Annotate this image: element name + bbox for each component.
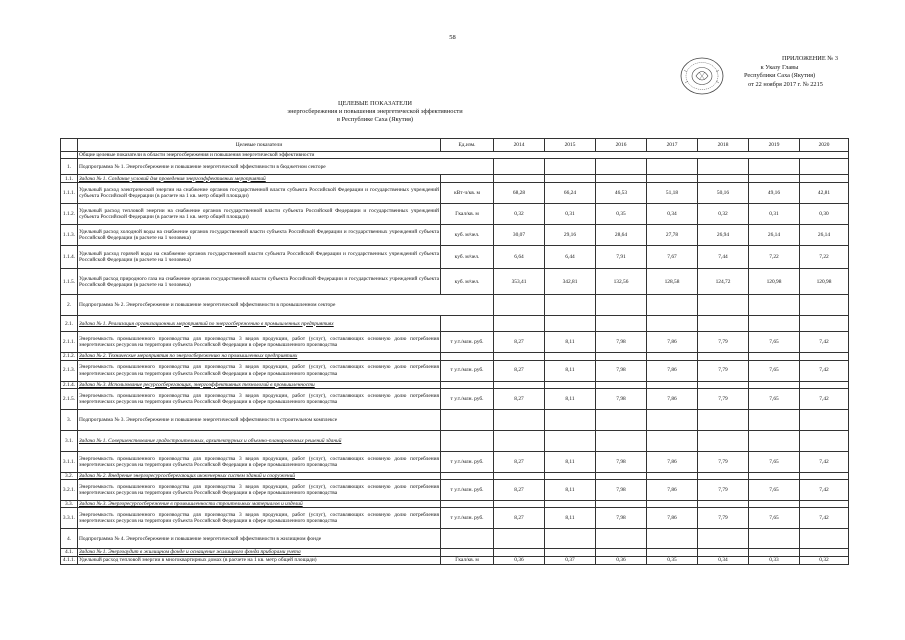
row-unit: кВт·ч/кв. м: [441, 183, 494, 204]
indicator-row: [61, 225, 849, 246]
row-number: 2.1.1.: [61, 332, 78, 353]
row-number: 3.1.1.: [61, 451, 78, 472]
row-text: Задача № 2. Внедрение энергоресурсосберегающих инженерных систем зданий и сооружений: [78, 472, 441, 479]
row-number: 1.1.4.: [61, 246, 78, 269]
row-number: 3.3.1.: [61, 508, 78, 529]
appendix-decree: к Указу Главы: [760, 63, 799, 71]
row-value: 7,65: [749, 508, 800, 529]
row-value: 0,35: [647, 556, 698, 564]
subprogram-row: [61, 409, 849, 430]
row-unit: т у.т./млн. руб.: [441, 451, 494, 472]
indicator-row: [61, 388, 849, 409]
row-value: 0,37: [545, 556, 596, 564]
row-value: 132,56: [596, 269, 647, 295]
row-text: Задача № 1. Реализация организационных мероприятий по энергосбережению в промышленных предприятиях: [78, 316, 441, 332]
row-value: 0,36: [596, 556, 647, 564]
row-value: 7,86: [647, 480, 698, 501]
row-unit: т у.т./млн. руб.: [441, 360, 494, 381]
task-row: [61, 472, 849, 479]
row-value: 7,79: [698, 480, 749, 501]
row-unit: Гкал/кв. м: [441, 204, 494, 225]
row-value: 8,27: [494, 360, 545, 381]
row-text: Энергоемкость промышленного производства для производства 3 видов продукции, работ (услуг), составляющих основную долю потребления энергетических ресурсов на территории субъекта Российской Федерации в сфере промышленного производства: [78, 360, 441, 381]
row-value: 8,27: [494, 388, 545, 409]
row-value: 7,98: [596, 451, 647, 472]
row-value: 7,79: [698, 451, 749, 472]
row-value: 29,16: [545, 225, 596, 246]
indicator-row: [61, 332, 849, 353]
task-row: [61, 175, 849, 183]
general-indicators-row: [61, 152, 849, 159]
row-value: 8,27: [494, 508, 545, 529]
row-unit: куб. м/чел.: [441, 225, 494, 246]
row-value: 28,64: [596, 225, 647, 246]
task-row: [61, 381, 849, 388]
row-text: Энергоемкость промышленного производства для производства 3 видов продукции, работ (услуг), составляющих основную долю потребления энергетических ресурсов на территории субъекта Российской Федерации в сфере промышленного производства: [78, 332, 441, 353]
row-number: 1.1.3.: [61, 225, 78, 246]
row-value: 8,11: [545, 508, 596, 529]
row-value: 7,98: [596, 388, 647, 409]
row-value: 120,98: [800, 269, 849, 295]
row-text: Задача № 1. Совершенствование градостроительных, архитектурных и объемно-планировочных решений зданий: [78, 430, 441, 451]
row-text: Задача № 1. Создание условий для проведения энергоэффективных мероприятий: [78, 175, 441, 183]
task-row: [61, 501, 849, 508]
row-value: 66,24: [545, 183, 596, 204]
row-number: 1.: [61, 159, 78, 175]
header-year: 2017: [647, 139, 698, 152]
appendix-date: от 22 ноября 2017 г. № 2215: [748, 80, 823, 88]
row-value: 0,30: [800, 204, 849, 225]
row-number: 3.: [61, 409, 78, 430]
row-value: 27,78: [647, 225, 698, 246]
task-row: [61, 353, 849, 360]
row-value: 0,32: [698, 204, 749, 225]
row-value: 7,42: [800, 360, 849, 381]
row-value: 7,65: [749, 360, 800, 381]
row-number: 1.1.5.: [61, 269, 78, 295]
indicator-row: [61, 556, 849, 564]
header-year: 2014: [494, 139, 545, 152]
row-value: 7,65: [749, 480, 800, 501]
header-year: 2020: [800, 139, 849, 152]
row-number: 3.2.1.: [61, 480, 78, 501]
heading-subtitle: энергосбережения и повышения энергетической эффективности: [287, 107, 463, 115]
row-unit: куб. м/чел.: [441, 246, 494, 269]
row-value: 50,16: [698, 183, 749, 204]
row-number: 4.1.1.: [61, 556, 78, 564]
row-value: 6,44: [545, 246, 596, 269]
indicator-row: [61, 246, 849, 269]
row-text: Задача № 2. Технические мероприятия по энергосбережению на промышленных предприятиях: [78, 353, 441, 360]
row-text: Энергоемкость промышленного производства для производства 3 видов продукции, работ (услуг), составляющих основную долю потребления энергетических ресурсов на территории субъекта Российской Федерации в сфере промышленного производства: [78, 508, 441, 529]
row-number: 2.1.: [61, 316, 78, 332]
row-text: Подпрограмма № 2. Энергосбережение и повышение энергетической эффективности в промышленном секторе: [78, 295, 494, 316]
row-value: 7,86: [647, 332, 698, 353]
task-row: [61, 430, 849, 451]
subprogram-row: [61, 529, 849, 549]
row-value: 7,86: [647, 508, 698, 529]
row-value: 7,98: [596, 508, 647, 529]
heading-title: ЦЕЛЕВЫЕ ПОКАЗАТЕЛИ: [338, 100, 412, 107]
row-value: 51,18: [647, 183, 698, 204]
subprogram-row: [61, 159, 849, 175]
row-value: 7,98: [596, 332, 647, 353]
row-number: 1.1.2.: [61, 204, 78, 225]
header-name: Целевые показатели: [78, 139, 441, 152]
row-value: 7,22: [800, 246, 849, 269]
row-value: 8,11: [545, 388, 596, 409]
appendix-title: ПРИЛОЖЕНИЕ № 3: [782, 55, 838, 62]
row-unit: т у.т./млн. руб.: [441, 388, 494, 409]
subprogram-row: [61, 295, 849, 316]
row-number: 2.1.3.: [61, 360, 78, 381]
row-text: Общие целевые показатели в области энергосбережения и повышения энергетической эффективности: [78, 152, 849, 159]
row-number: 4.1.: [61, 549, 78, 556]
row-value: 8,11: [545, 332, 596, 353]
row-value: 7,98: [596, 360, 647, 381]
row-value: 8,11: [545, 451, 596, 472]
row-value: 49,16: [749, 183, 800, 204]
row-value: 68,28: [494, 183, 545, 204]
row-value: 8,11: [545, 480, 596, 501]
row-value: 0,31: [545, 204, 596, 225]
row-value: 0,36: [494, 556, 545, 564]
row-text: Удельный расход холодной воды на снабжение органов государственной власти субъекта Российской Федерации и государственных учреждений субъекта Российской Федерации (в расчете на 1 человека): [78, 225, 441, 246]
header-year: 2018: [698, 139, 749, 152]
row-value: 6,64: [494, 246, 545, 269]
row-value: 7,42: [800, 480, 849, 501]
header-unit: Ед.изм.: [441, 139, 494, 152]
row-text: Задача № 3. Использование ресурсосберегающих, энергоэффективных технологий в промышленности: [78, 381, 441, 388]
row-value: 7,42: [800, 388, 849, 409]
row-value: 120,98: [749, 269, 800, 295]
indicator-row: [61, 451, 849, 472]
heading-region: в Республике Саха (Якутия): [336, 115, 414, 123]
row-value: 0,33: [749, 556, 800, 564]
row-number: [61, 152, 78, 159]
row-unit: Гкал/кв. м: [441, 556, 494, 564]
page-number: 58: [449, 34, 456, 41]
row-value: 26,14: [800, 225, 849, 246]
row-value: 124,72: [698, 269, 749, 295]
row-number: 2.1.2.: [61, 353, 78, 360]
row-text: Удельный расход горячей воды на снабжение органов государственной власти субъекта Российской Федерации и государственных учреждений субъекта Российской Федерации (в расчете на 1 человека): [78, 246, 441, 269]
indicator-row: [61, 269, 849, 295]
row-value: 7,91: [596, 246, 647, 269]
row-number: 2.: [61, 295, 78, 316]
row-value: 26,14: [749, 225, 800, 246]
indicator-row: [61, 183, 849, 204]
row-value: 0,32: [494, 204, 545, 225]
appendix-block: [717, 55, 842, 89]
row-value: 7,86: [647, 451, 698, 472]
row-value: 7,79: [698, 388, 749, 409]
row-text: Подпрограмма № 4. Энергосбережение и повышение энергетической эффективности в жилищном фонде: [78, 529, 441, 549]
row-value: 7,22: [749, 246, 800, 269]
indicator-row: [61, 204, 849, 225]
table-header-row: [61, 139, 849, 152]
row-text: Удельный расход электрической энергии на снабжение органов государственной власти субъекта Российской Федерации и государственных учреждений субъекта Российской Федерации (в расчете на 1 кв. метр общей площади): [78, 183, 441, 204]
row-value: 8,11: [545, 360, 596, 381]
row-value: 7,79: [698, 332, 749, 353]
task-row: [61, 316, 849, 332]
row-value: 8,27: [494, 480, 545, 501]
row-text: Удельный расход природного газа на снабжение органов государственной власти субъекта Российской Федерации и государственных учреждений субъекта Российской Федерации (в расчете на 1 человека): [78, 269, 441, 295]
header-year: 2019: [749, 139, 800, 152]
row-text: Энергоемкость промышленного производства для производства 3 видов продукции, работ (услуг), составляющих основную долю потребления энергетических ресурсов на территории субъекта Российской Федерации в сфере промышленного производства: [78, 480, 441, 501]
row-text: Подпрограмма № 1. Энергосбережение и повышение энергетической эффективности в бюджетном секторе: [78, 159, 494, 175]
document-heading: [250, 100, 500, 123]
row-value: 8,27: [494, 451, 545, 472]
row-value: 7,86: [647, 388, 698, 409]
row-value: 7,79: [698, 508, 749, 529]
row-number: 3.3.: [61, 501, 78, 508]
row-number: 2.1.4.: [61, 381, 78, 388]
row-text: Удельный расход тепловой энергии на снабжение органов государственной власти субъекта Российской Федерации и государственных учреждений субъекта Российской Федерации (в расчете на 1 кв. метр общей площади): [78, 204, 441, 225]
row-value: 0,34: [647, 204, 698, 225]
row-value: 7,79: [698, 360, 749, 381]
indicator-row: [61, 508, 849, 529]
row-value: 7,42: [800, 508, 849, 529]
row-value: 30,07: [494, 225, 545, 246]
row-value: 0,35: [596, 204, 647, 225]
indicator-row: [61, 480, 849, 501]
row-text: Энергоемкость промышленного производства для производства 3 видов продукции, работ (услуг), составляющих основную долю потребления энергетических ресурсов на территории субъекта Российской Федерации в сфере промышленного производства: [78, 451, 441, 472]
row-value: 7,44: [698, 246, 749, 269]
row-value: 7,65: [749, 332, 800, 353]
row-unit: т у.т./млн. руб.: [441, 480, 494, 501]
row-value: 7,42: [800, 332, 849, 353]
row-unit: т у.т./млн. руб.: [441, 508, 494, 529]
row-number: 4.: [61, 529, 78, 549]
row-number: 3.2.: [61, 472, 78, 479]
row-value: 42,81: [800, 183, 849, 204]
row-unit: т у.т./млн. руб.: [441, 332, 494, 353]
row-number: 1.1.: [61, 175, 78, 183]
indicators-table: [60, 138, 849, 565]
row-value: 0,34: [698, 556, 749, 564]
row-value: 8,27: [494, 332, 545, 353]
row-value: 46,53: [596, 183, 647, 204]
row-value: 0,31: [749, 204, 800, 225]
row-value: 7,42: [800, 451, 849, 472]
row-value: 26,94: [698, 225, 749, 246]
row-text: Удельный расход тепловой энергии в многоквартирных домах (в расчете на 1 кв. метр общей площади): [78, 556, 441, 564]
row-value: 128,58: [647, 269, 698, 295]
row-value: 7,98: [596, 480, 647, 501]
row-value: 7,86: [647, 360, 698, 381]
row-number: 1.1.1.: [61, 183, 78, 204]
row-value: 353,41: [494, 269, 545, 295]
row-text: Подпрограмма № 3. Энергосбережение и повышение энергетической эффективности в строительном комплексе: [78, 409, 441, 430]
row-value: 7,67: [647, 246, 698, 269]
indicator-row: [61, 360, 849, 381]
row-value: 0,32: [800, 556, 849, 564]
row-value: 7,65: [749, 388, 800, 409]
row-text: Задача № 3. Энергоресурсосбережение в промышленности строительных материалов и изделий: [78, 501, 441, 508]
row-value: 7,65: [749, 451, 800, 472]
row-unit: куб. м/чел.: [441, 269, 494, 295]
appendix-republic: Республики Саха (Якутия): [743, 72, 816, 80]
row-number: 3.1.: [61, 430, 78, 451]
row-number: 2.1.5.: [61, 388, 78, 409]
row-text: Энергоемкость промышленного производства для производства 3 видов продукции, работ (услуг), составляющих основную долю потребления энергетических ресурсов на территории субъекта Российской Федерации в сфере промышленного производства: [78, 388, 441, 409]
row-value: 342,81: [545, 269, 596, 295]
task-row: [61, 549, 849, 556]
header-year: 2016: [596, 139, 647, 152]
header-year: 2015: [545, 139, 596, 152]
header-number-cell: [61, 139, 78, 152]
row-text: Задача № 1. Энергоаудит в жилищном фонде и оснащение жилищного фонда приборами учета: [78, 549, 441, 556]
